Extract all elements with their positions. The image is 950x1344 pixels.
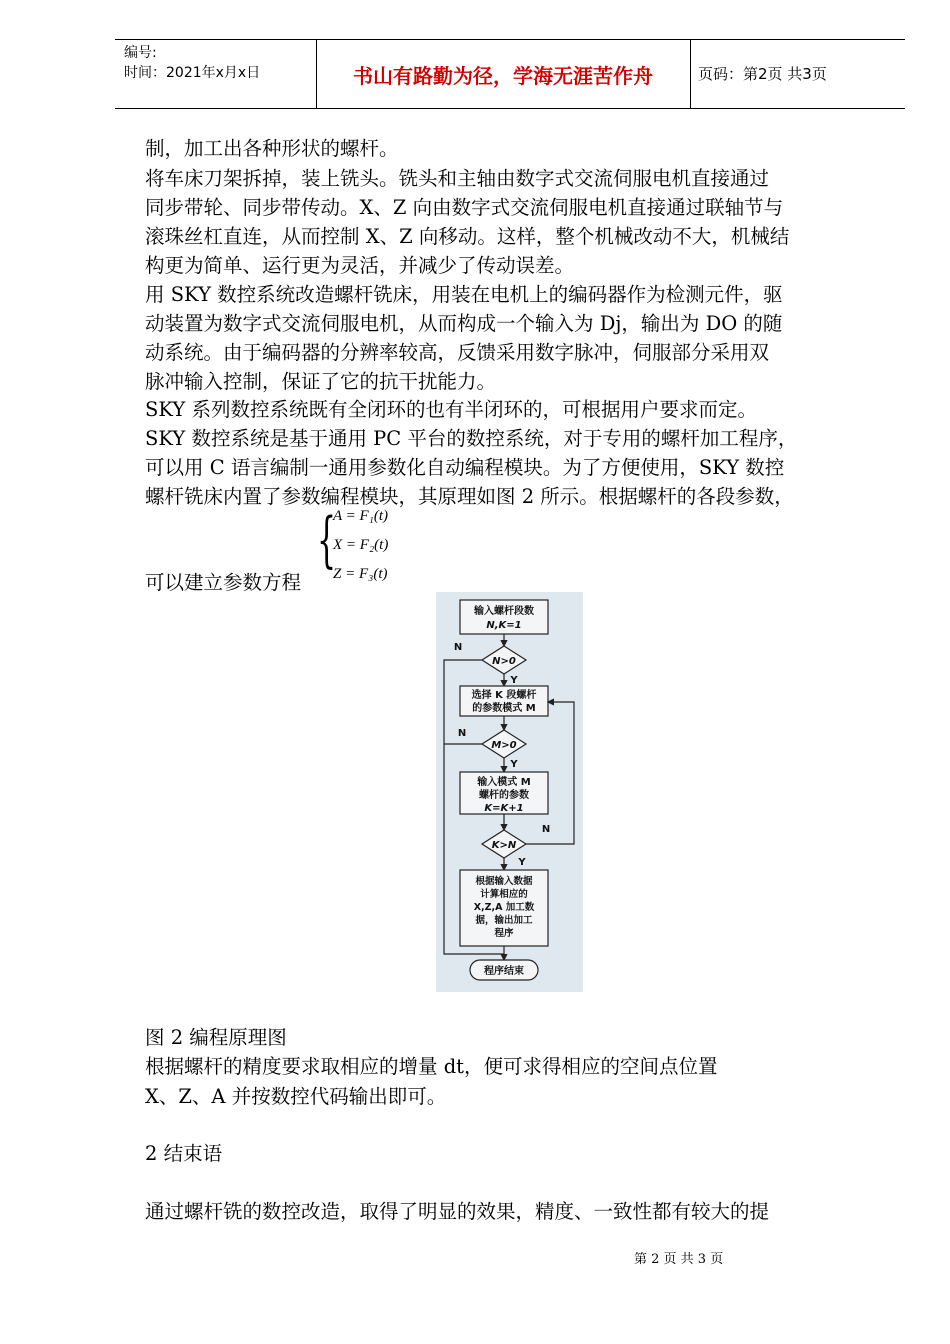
- equation-line: Z = F₃(t): [333, 566, 388, 582]
- text-line: 螺杆铣床内置了参数编程模块，其原理如图 2 所示。根据螺杆的各段参数，: [145, 485, 794, 508]
- flowchart-svg: [436, 592, 583, 992]
- flowchart-figure: [436, 592, 583, 992]
- flow-text: X,Z,A 加工数: [473, 902, 535, 913]
- flow-text: 计算相应的: [480, 889, 528, 900]
- flow-label-yes: Y: [510, 675, 518, 686]
- flow-text: 输入模式 M: [477, 777, 531, 788]
- flow-text: 螺杆的参数: [479, 790, 529, 801]
- flow-text: N>0: [492, 656, 516, 667]
- text-line: 动系统。由于编码器的分辨率较高，反馈采用数字脉冲，伺服部分采用双: [145, 341, 770, 364]
- header-page-number: 页码：第2页 共3页: [698, 65, 827, 83]
- text-line: 根据螺杆的精度要求取相应的增量 dt，便可求得相应的空间点位置: [145, 1055, 718, 1078]
- flow-text: 输入螺杆段数: [474, 606, 534, 617]
- flow-text: 的参数模式 M: [472, 703, 536, 714]
- flow-text: K=K+1: [484, 803, 524, 814]
- equation-line: A = F₁(t): [333, 508, 389, 524]
- text-line: 脉冲输入控制，保证了它的抗干扰能力。: [145, 370, 497, 393]
- flow-text: 据，输出加工: [475, 915, 533, 926]
- equation-brace: {: [317, 505, 337, 575]
- flow-label-no: N: [541, 824, 551, 835]
- flow-text: 根据输入数据: [475, 876, 533, 887]
- text-line: 通过螺杆铣的数控改造，取得了明显的效果，精度、一致性都有较大的提: [145, 1200, 770, 1223]
- figure-caption: 图 2 编程原理图: [145, 1026, 287, 1049]
- page-footer: 第 2 页 共 3 页: [634, 1252, 724, 1267]
- flow-text: 选择 K 段螺杆: [471, 690, 537, 701]
- number-label: 编号:: [124, 45, 157, 61]
- time-label: 时间：2021年x月x日: [124, 65, 261, 81]
- flow-label-no: N: [453, 642, 463, 653]
- flow-label-yes: Y: [510, 759, 518, 770]
- text-line: SKY 系列数控系统既有全闭环的也有半闭环的，可根据用户要求而定。: [145, 398, 757, 421]
- text-line: 同步带轮、同步带传动。X、Z 向由数字式交流伺服电机直接通过联轴节与: [145, 196, 784, 219]
- flow-text: K>N: [491, 840, 517, 851]
- text-line: 动装置为数字式交流伺服电机，从而构成一个输入为 Dj，输出为 DO 的随: [145, 312, 783, 335]
- header-motto: 书山有路勤为径，学海无涯苦作舟: [353, 64, 653, 88]
- header-meta: [124, 43, 260, 83]
- text-line: 用 SKY 数控系统改造螺杆铣床，用装在电机上的编码器作为检测元件，驱: [145, 283, 783, 306]
- text-line: 滚珠丝杠直连，从而控制 X、Z 向移动。这样，整个机械改动不大，机械结: [145, 225, 790, 248]
- section-heading: 2 结束语: [145, 1142, 223, 1165]
- text-line: 制，加工出各种形状的螺杆。: [145, 137, 399, 160]
- flow-text: 程序: [494, 928, 514, 939]
- flow-label-yes: Y: [518, 857, 526, 868]
- text-line: X、Z、A 并按数控代码输出即可。: [145, 1085, 447, 1108]
- text-line: 将车床刀架拆掉，装上铣头。铣头和主轴由数字式交流伺服电机直接通过: [145, 167, 770, 190]
- text-line: 可以用 C 语言编制一通用参数化自动编程模块。为了方便使用，SKY 数控: [145, 456, 785, 479]
- text-line: SKY 数控系统是基于通用 PC 平台的数控系统，对于专用的螺杆加工程序，: [145, 427, 798, 450]
- text-line: 构更为简单、运行更为灵活，并减少了传动误差。: [145, 254, 575, 277]
- header-divider: [690, 40, 691, 108]
- flow-text: 程序结束: [484, 966, 524, 977]
- flow-text: N,K=1: [486, 620, 522, 631]
- equation-line: X = F₂(t): [333, 537, 389, 553]
- flow-text: M>0: [491, 740, 517, 751]
- equation-intro: 可以建立参数方程: [145, 571, 302, 594]
- flow-label-no: N: [457, 728, 467, 739]
- page-header: [115, 39, 905, 109]
